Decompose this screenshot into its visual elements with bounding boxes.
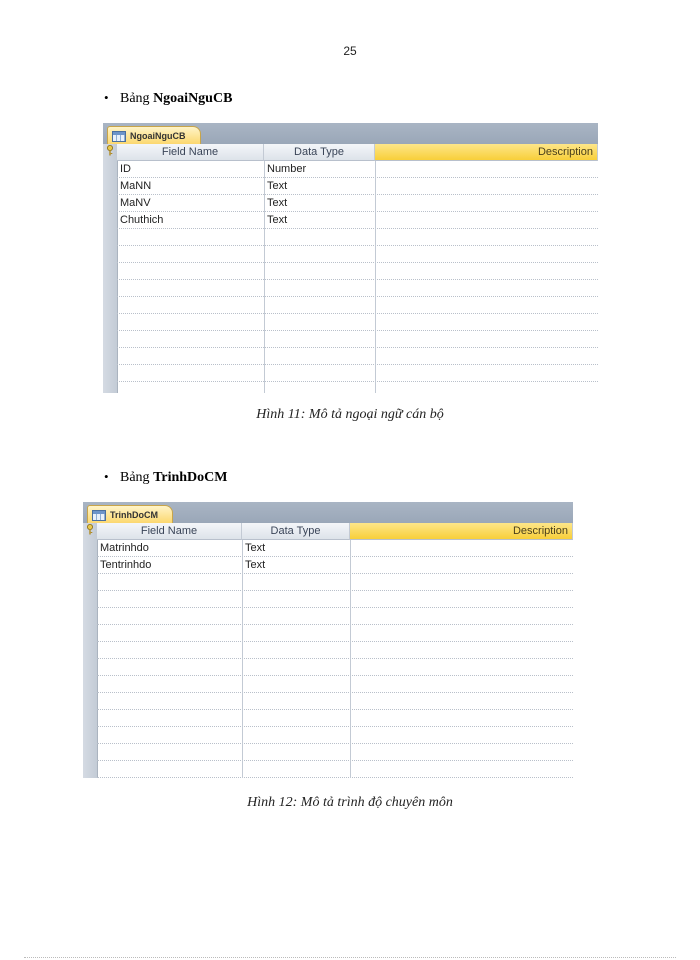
column-divider: [242, 540, 243, 778]
empty-table-row[interactable]: [117, 229, 598, 246]
description-cell[interactable]: [375, 161, 598, 177]
description-cell[interactable]: [350, 608, 573, 624]
table-icon: [92, 510, 106, 521]
data-type-cell[interactable]: [242, 727, 353, 743]
data-type-header: Data Type: [242, 523, 350, 540]
description-cell[interactable]: [375, 331, 598, 347]
description-cell[interactable]: [350, 710, 573, 726]
empty-table-row[interactable]: [97, 693, 573, 710]
description-cell[interactable]: [350, 727, 573, 743]
field-name-cell[interactable]: Tentrinhdo: [100, 559, 152, 571]
data-type-cell[interactable]: [242, 659, 353, 675]
data-type-cell[interactable]: [242, 608, 353, 624]
section-prefix: Bảng: [120, 470, 154, 485]
field-name-cell[interactable]: [97, 761, 245, 777]
table-row[interactable]: [97, 540, 573, 557]
empty-table-row[interactable]: [97, 625, 573, 642]
document-tab-bar: [103, 123, 598, 144]
description-cell[interactable]: [375, 178, 598, 194]
data-type-cell[interactable]: [242, 710, 353, 726]
description-cell[interactable]: [375, 195, 598, 211]
tab-label: NgoaiNguCB: [130, 131, 186, 141]
data-type-cell[interactable]: [242, 574, 353, 590]
field-name-cell[interactable]: [97, 659, 245, 675]
field-name-cell[interactable]: MaNV: [120, 197, 151, 209]
table-row[interactable]: [117, 161, 598, 178]
empty-table-row[interactable]: [97, 659, 573, 676]
description-header: Description: [350, 523, 573, 540]
description-cell[interactable]: [375, 297, 598, 313]
table-design-view-ngoainguCB: [103, 123, 598, 393]
tab-label: TrinhDoCM: [110, 510, 158, 520]
description-cell[interactable]: [350, 744, 573, 760]
row-selector-column[interactable]: [83, 523, 98, 778]
data-type-cell[interactable]: [242, 591, 353, 607]
figure-caption-11: Hình 11: Mô tả ngoại ngữ cán bộ: [256, 407, 444, 422]
column-divider: [350, 540, 351, 778]
data-type-cell[interactable]: [242, 761, 353, 777]
data-type-cell[interactable]: Text: [267, 180, 288, 192]
page-number: 25: [343, 44, 357, 58]
empty-table-row[interactable]: [117, 365, 598, 382]
field-name-cell[interactable]: [117, 382, 267, 393]
description-cell[interactable]: [375, 280, 598, 296]
field-name-cell[interactable]: [97, 693, 245, 709]
field-name-cell[interactable]: [97, 727, 245, 743]
field-name-header: Field Name: [97, 523, 242, 540]
table-design-view-trinhdocm: [83, 502, 573, 778]
field-name-cell[interactable]: Chuthich: [120, 214, 164, 226]
description-cell[interactable]: [375, 382, 598, 393]
field-name-cell[interactable]: MaNN: [120, 180, 152, 192]
field-name-cell[interactable]: [97, 676, 245, 692]
description-cell[interactable]: [375, 314, 598, 330]
field-name-cell[interactable]: [117, 331, 267, 347]
data-type-cell[interactable]: Text: [267, 214, 288, 226]
field-name-cell[interactable]: [97, 744, 245, 760]
data-type-cell[interactable]: [242, 642, 353, 658]
data-type-cell[interactable]: [264, 382, 378, 393]
description-cell[interactable]: [350, 557, 573, 573]
description-cell[interactable]: [375, 263, 598, 279]
section-heading-ngoainguCB: [104, 90, 232, 107]
bullet-icon: •: [104, 90, 109, 105]
empty-table-row[interactable]: [97, 608, 573, 625]
field-name-cell[interactable]: [117, 365, 267, 381]
field-name-cell[interactable]: [97, 574, 245, 590]
field-name-cell[interactable]: [97, 625, 245, 641]
table-row[interactable]: [97, 557, 573, 574]
data-type-header: Data Type: [264, 144, 375, 161]
data-type-cell[interactable]: Text: [245, 542, 266, 554]
field-name-cell[interactable]: [117, 314, 267, 330]
data-type-cell[interactable]: Text: [267, 197, 288, 209]
field-name-cell[interactable]: [117, 263, 267, 279]
row-selector-column[interactable]: [103, 144, 118, 393]
bullet-icon: •: [104, 469, 109, 484]
table-row[interactable]: [117, 195, 598, 212]
data-type-cell[interactable]: [242, 693, 353, 709]
description-cell[interactable]: [350, 591, 573, 607]
figure-caption-12: Hình 12: Mô tả trình độ chuyên môn: [247, 795, 453, 810]
empty-table-row[interactable]: [97, 642, 573, 659]
field-name-cell[interactable]: [117, 246, 267, 262]
tab-ngoainguCB[interactable]: [107, 126, 201, 145]
data-type-cell[interactable]: [264, 280, 378, 296]
data-type-cell[interactable]: [264, 246, 378, 262]
description-cell[interactable]: [375, 246, 598, 262]
empty-table-row[interactable]: [117, 263, 598, 280]
key-icon: [86, 524, 94, 535]
empty-table-row[interactable]: [117, 297, 598, 314]
empty-table-row[interactable]: [117, 246, 598, 263]
field-name-cell[interactable]: [97, 608, 245, 624]
section-table-name: NgoaiNguCB: [153, 91, 233, 106]
description-cell[interactable]: [350, 625, 573, 641]
field-name-cell[interactable]: Matrinhdo: [100, 542, 149, 554]
table-row[interactable]: [117, 178, 598, 195]
description-header: Description: [375, 144, 598, 161]
empty-table-row[interactable]: [117, 314, 598, 331]
description-cell[interactable]: [350, 574, 573, 590]
description-cell[interactable]: [350, 693, 573, 709]
empty-table-row[interactable]: [97, 710, 573, 727]
table-row[interactable]: [117, 212, 598, 229]
description-cell[interactable]: [350, 761, 573, 777]
description-cell[interactable]: [375, 365, 598, 381]
data-type-cell[interactable]: [242, 625, 353, 641]
data-type-cell[interactable]: [264, 365, 378, 381]
field-name-cell[interactable]: [117, 348, 267, 364]
column-divider: [375, 161, 376, 393]
empty-table-row[interactable]: [97, 676, 573, 693]
field-name-cell[interactable]: [117, 297, 267, 313]
data-type-cell[interactable]: [264, 297, 378, 313]
field-name-cell[interactable]: [97, 591, 245, 607]
column-divider: [264, 161, 265, 393]
section-prefix: Bảng: [120, 91, 154, 106]
section-table-name: TrinhDoCM: [153, 470, 228, 485]
empty-table-row[interactable]: [117, 331, 598, 348]
empty-table-row[interactable]: [117, 348, 598, 365]
key-icon: [106, 145, 114, 156]
field-name-cell[interactable]: [117, 280, 267, 296]
field-name-cell[interactable]: [117, 229, 267, 245]
description-cell[interactable]: [350, 659, 573, 675]
empty-table-row[interactable]: [97, 591, 573, 608]
description-cell[interactable]: [375, 348, 598, 364]
description-cell[interactable]: [375, 212, 598, 228]
field-name-cell[interactable]: ID: [120, 163, 131, 175]
empty-table-row[interactable]: [97, 744, 573, 761]
field-name-header: Field Name: [117, 144, 264, 161]
page-bottom-border: [24, 957, 676, 958]
section-heading-trinhdocm: [104, 469, 227, 486]
description-cell[interactable]: [350, 540, 573, 556]
data-type-cell[interactable]: [242, 676, 353, 692]
field-name-cell[interactable]: [97, 710, 245, 726]
data-type-cell[interactable]: Number: [267, 163, 307, 175]
field-name-cell[interactable]: [97, 642, 245, 658]
empty-table-row[interactable]: [97, 761, 573, 778]
data-type-cell[interactable]: [264, 229, 378, 245]
empty-table-row[interactable]: [97, 574, 573, 591]
tab-trinhdocm[interactable]: [87, 505, 173, 524]
data-type-cell[interactable]: [264, 348, 378, 364]
empty-table-row[interactable]: [117, 280, 598, 297]
data-type-cell[interactable]: [242, 744, 353, 760]
empty-table-row[interactable]: [97, 727, 573, 744]
table-icon: [112, 131, 126, 142]
data-type-cell[interactable]: [264, 314, 378, 330]
data-type-cell[interactable]: Text: [245, 559, 266, 571]
data-type-cell[interactable]: [264, 263, 378, 279]
description-cell[interactable]: [350, 642, 573, 658]
document-tab-bar: [83, 502, 573, 523]
empty-table-row[interactable]: [117, 382, 598, 393]
description-cell[interactable]: [375, 229, 598, 245]
description-cell[interactable]: [350, 676, 573, 692]
data-type-cell[interactable]: [264, 331, 378, 347]
